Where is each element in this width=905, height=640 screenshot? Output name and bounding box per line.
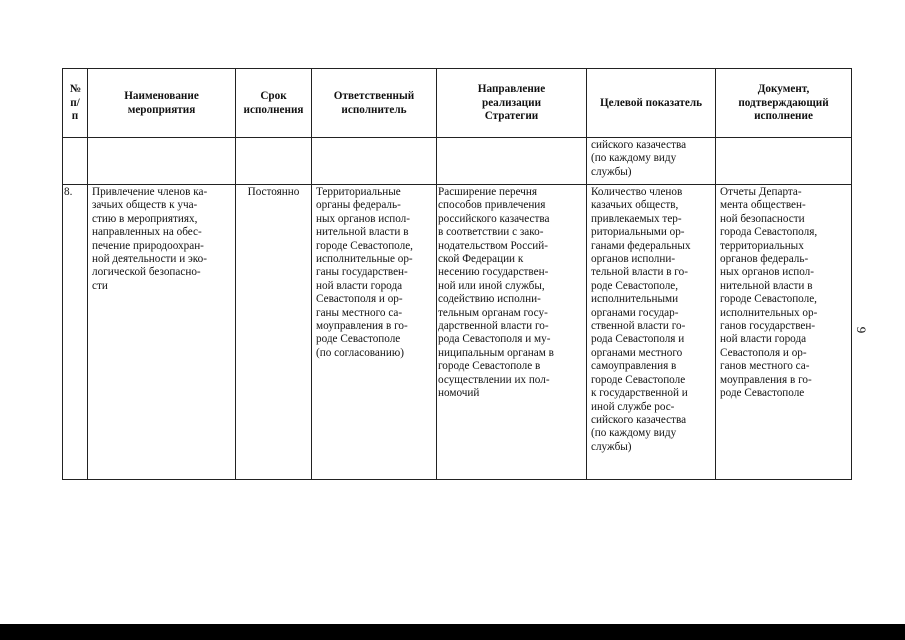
header-name: Наименование мероприятия [88,69,236,138]
table-row-8 [63,185,852,480]
cell-direction: Расширение перечня способов привлечения российского казачества в соответствии с зако- нодательством Россий- ской Федерации к несению государствен- ной или иной службы, содействию исполни- тельным органам госу- дарственной власти го- рода Севастополя и му- ниципальным органам в городе Севастополе в осуществлении их пол- номочий [437,185,587,480]
cell-name: Привлечение членов ка- зачьих обществ к уча- стию в мероприятиях, направленных на обес- печение природоохран- ной деятельности и эко- логической безопасно- сти [88,185,236,480]
header-term: Срок исполнения [236,69,312,138]
table-header-row [63,69,852,138]
table-row-continuation [63,138,852,185]
cell-target: Количество членов казачьих обществ, привлекаемых тер- риториальными ор- ганами федеральных органов исполни- тельной власти в го- роде Севастополе, исполнительными органами государ- ственной власти го- рода Севастополя и органами местного самоуправления в городе Севастополе к государственной и иной службе рос- сийского казачества (по каждому виду службы) [587,185,716,480]
header-executor: Ответственный исполнитель [312,69,437,138]
cell-term [236,138,312,185]
cell-executor: Территориальные органы федераль- ных органов испол- нительной власти в городе Севастополе, исполнительные ор- ганы государствен- ной власти города Севастополя и ор- ганы местного са- моуправления в го- роде Севастополе (по согласованию) [312,185,437,480]
header-direction: Направление реализации Стратегии [437,69,587,138]
cell-term: Постоянно [236,185,312,480]
cell-document: Отчеты Департа- мента обществен- ной безопасности города Севастополя, территориальных органов федераль- ных органов испол- нительной власти в городе Севастополе, исполнительных ор- ганов государствен- ной власти города Севастополя и ор- ганов местного са- моуправления в го- роде Севастополе [716,185,852,480]
cell-name [88,138,236,185]
cell-number: 8. [63,185,88,480]
page-number: 9 [854,326,869,334]
cell-number [63,138,88,185]
scan-edge-bar [0,624,905,640]
header-target: Целевой показатель [587,69,716,138]
header-document: Документ, подтверждающий исполнение [716,69,852,138]
cell-document [716,138,852,185]
cell-direction [437,138,587,185]
header-number: № п/п [63,69,88,138]
cell-executor [312,138,437,185]
measures-table [62,68,852,480]
cell-target: сийского казачества (по каждому виду службы) [587,138,716,185]
